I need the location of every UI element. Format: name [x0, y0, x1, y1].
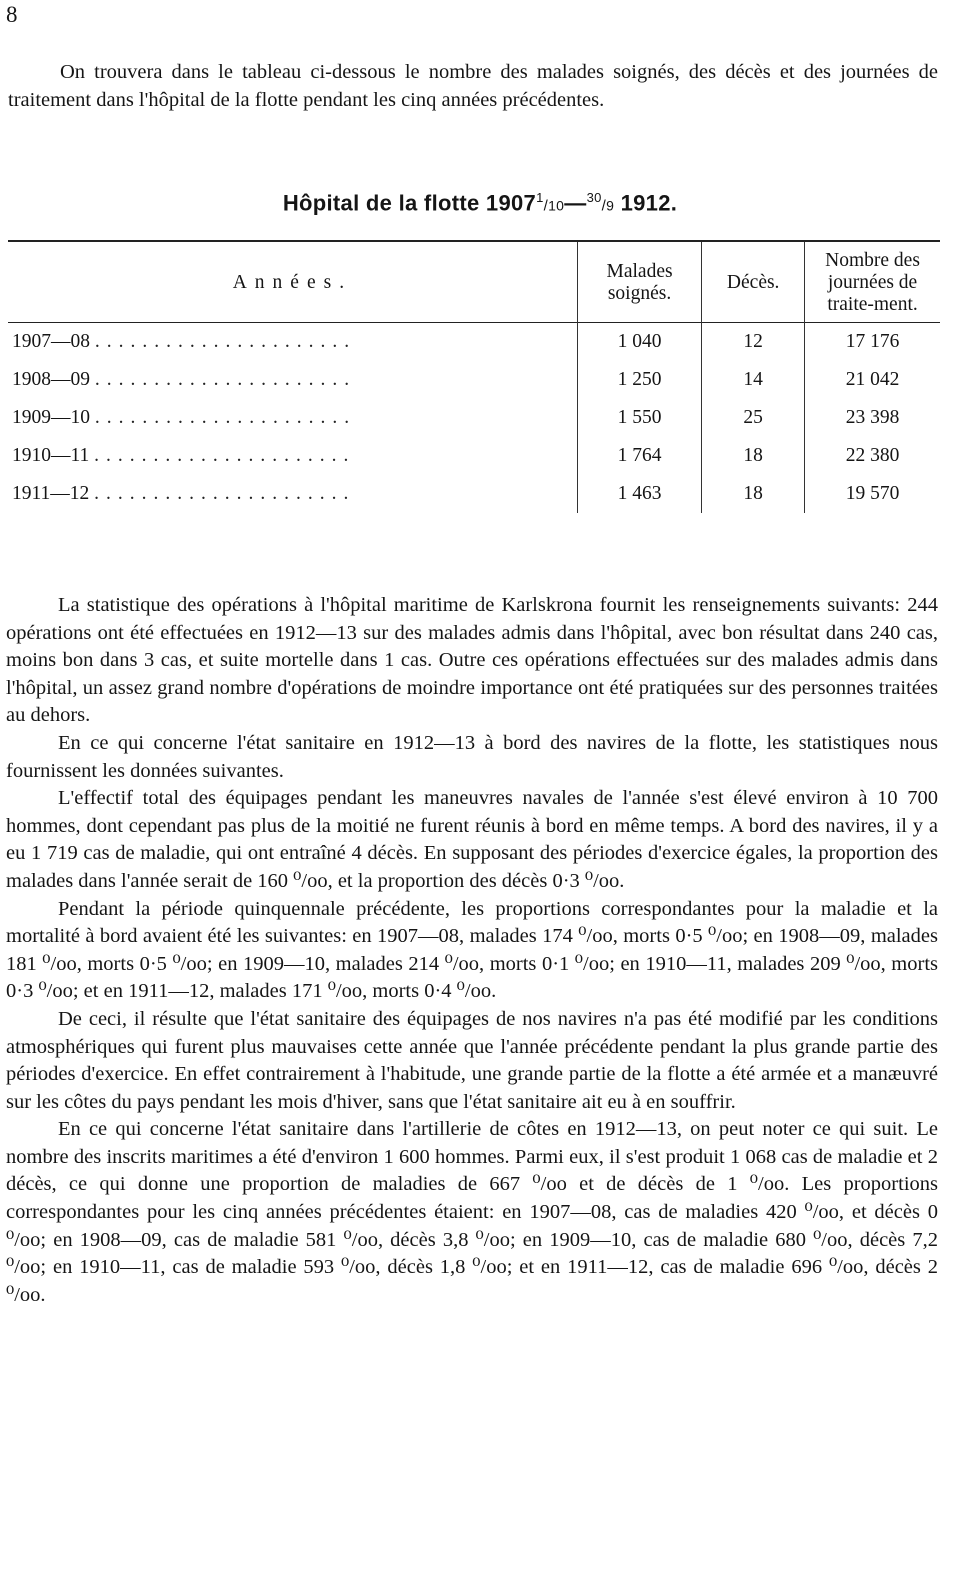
row-year: 1910—11 — [12, 445, 90, 466]
cell-malades: 1 040 — [577, 323, 701, 362]
table-row — [8, 323, 940, 362]
cell-deces: 25 — [702, 399, 805, 437]
leader-dots: ...................... — [94, 369, 357, 390]
cell-malades: 1 250 — [577, 361, 701, 399]
leader-dots: ...................... — [94, 445, 356, 466]
page-number: 8 — [6, 2, 18, 27]
cell-journees: 17 176 — [805, 323, 940, 362]
paragraph-operations: La statistique des opérations à l'hôpital maritime de Karlskrona fournit les renseignements suivants: 244 opérations ont été effectuées en 1912—13 sur des malades admis dans l'hôpital, avec bon résultat dans 240 cas, moins bon dans 3 cas, et suite mortelle dans 1 cas. Outre ces opérations effectuées sur des malades admis dans l'hôpital, un assez grand nombre d'opérations de moindre importance ont été pratiquées sur des personnes traitées au dehors. — [6, 594, 938, 727]
table-title — [0, 190, 960, 216]
table-row — [8, 399, 940, 437]
cell-journees: 19 570 — [805, 475, 940, 513]
cell-journees: 22 380 — [805, 437, 940, 475]
table-title-slash-2: / — [601, 197, 607, 215]
body-text — [6, 592, 938, 1309]
cell-deces: 12 — [702, 323, 805, 362]
cell-journees: 21 042 — [805, 361, 940, 399]
leader-dots: ...................... — [94, 331, 357, 352]
table-body — [8, 323, 940, 514]
table-title-suffix: 1912. — [614, 190, 678, 216]
table-title-sup-1: 1 — [536, 190, 544, 205]
cell-malades: 1 550 — [577, 399, 701, 437]
column-header-years: Années. — [232, 272, 353, 293]
paragraph-five-year-period: Pendant la période quinquennale précédente, les proportions correspondantes pour la maladie et la mortalité à bord avaient été les suivantes: en 1907—08, malades 174 ⁰/oo, morts 0·5 ⁰/oo; en 1908—09, malades 181 ⁰/oo, morts 0·5 ⁰/oo; en 1909—10, malades 214 ⁰/oo, morts 0·1 ⁰/oo; en 1910—11, malades 209 ⁰/oo, morts 0·3 ⁰/oo; et en 1911—12, malades 171 ⁰/oo, morts 0·4 ⁰/oo. — [6, 897, 938, 1003]
paragraph-coast-artillery: En ce qui concerne l'état sanitaire dans l'artillerie de côtes en 1912—13, on peut noter ce qui suit. Le nombre des inscrits maritimes a été d'environ 1 600 hommes. Parmi eux, il s'est produit 1 068 cas de maladie et 2 décès, ce qui donne une proportion de maladies de 667 ⁰/oo et de décès de 1 ⁰/oo. Les proportions correspondantes pour les cinq années précédentes étaient: en 1907—08, cas de maladies 420 ⁰/oo, et décès 0 ⁰/oo; en 1908—09, cas de maladie 581 ⁰/oo, décès 3,8 ⁰/oo; en 1909—10, cas de maladie 680 ⁰/oo, décès 7,2 ⁰/oo; en 1910—11, cas de maladie 593 ⁰/oo, décès 1,8 ⁰/oo; et en 1911—12, cas de maladie 696 ⁰/oo, décès 2 ⁰/oo. — [6, 1118, 938, 1306]
row-year-cell — [8, 437, 577, 475]
row-year: 1909—10 — [12, 407, 90, 428]
row-year: 1911—12 — [12, 483, 90, 504]
cell-malades: 1 764 — [577, 437, 701, 475]
table-title-slash-1: / — [543, 197, 549, 215]
row-year-cell — [8, 475, 577, 513]
table-header — [8, 241, 940, 323]
leader-dots: ...................... — [94, 407, 357, 428]
paragraph-crew-strength: L'effectif total des équipages pendant les maneuvres navales de l'année s'est élevé environ à 10 700 hommes, dont cependant pas plus de la moitié ne furent réunis à bord en même temps. A bord des navires, il y a eu 1 719 cas de maladie, qui ont entraîné 4 décès. En supposant des périodes d'exercice égales, la proportion des malades dans l'année serait de 160 ⁰/oo, et la proportion des décès 0·3 ⁰/oo. — [6, 787, 938, 892]
table-title-sup-2: 30 — [586, 190, 602, 205]
cell-deces: 14 — [702, 361, 805, 399]
cell-journees: 23 398 — [805, 399, 940, 437]
paragraph-conclusion: De ceci, il résulte que l'état sanitaire des équipages de nos navires n'a pas été modifié par les conditions atmosphériques qui furent plus mauvaises cette année que l'année précédente pendant la plus grande partie des périodes d'exercice. En effet contrairement à l'habitude, une grande partie de la flotte a été armée et a manæuvré sur les côtes du pays pendant les mois d'hiver, sans que l'état sanitaire ait eu à en souffrir. — [6, 1007, 938, 1113]
table-row — [8, 475, 940, 513]
cell-deces: 18 — [702, 475, 805, 513]
column-header-deces: Décès. — [702, 241, 805, 323]
row-year: 1907—08 — [12, 331, 90, 352]
table-title-dash: — — [564, 190, 587, 216]
cell-malades: 1 463 — [577, 475, 701, 513]
hospital-statistics-table — [8, 240, 940, 513]
table-header-row — [8, 241, 940, 323]
intro-paragraph: On trouvera dans le tableau ci-dessous le nombre des malades soignés, des décès et des journées de traitement dans l'hôpital de la flotte pendant les cinq années précédentes. — [8, 61, 938, 111]
row-year-cell — [8, 323, 577, 362]
cell-deces: 18 — [702, 437, 805, 475]
table-row — [8, 437, 940, 475]
leader-dots: ...................... — [94, 483, 356, 504]
row-year: 1908—09 — [12, 369, 90, 390]
table-row — [8, 361, 940, 399]
table-title-sub-2: 9 — [606, 197, 615, 214]
column-header-journees: Nombre des journées de traite-ment. — [805, 241, 940, 323]
paragraph-fleet-intro: En ce qui concerne l'état sanitaire en 1912—13 à bord des navires de la flotte, les statistiques nous fournissent les données suivantes. — [6, 731, 938, 782]
column-header-malades: Malades soignés. — [577, 241, 701, 323]
row-year-cell — [8, 399, 577, 437]
table-title-sub-1: 10 — [548, 197, 565, 214]
row-year-cell — [8, 361, 577, 399]
table-title-prefix: Hôpital de la flotte 1907 — [282, 190, 537, 216]
